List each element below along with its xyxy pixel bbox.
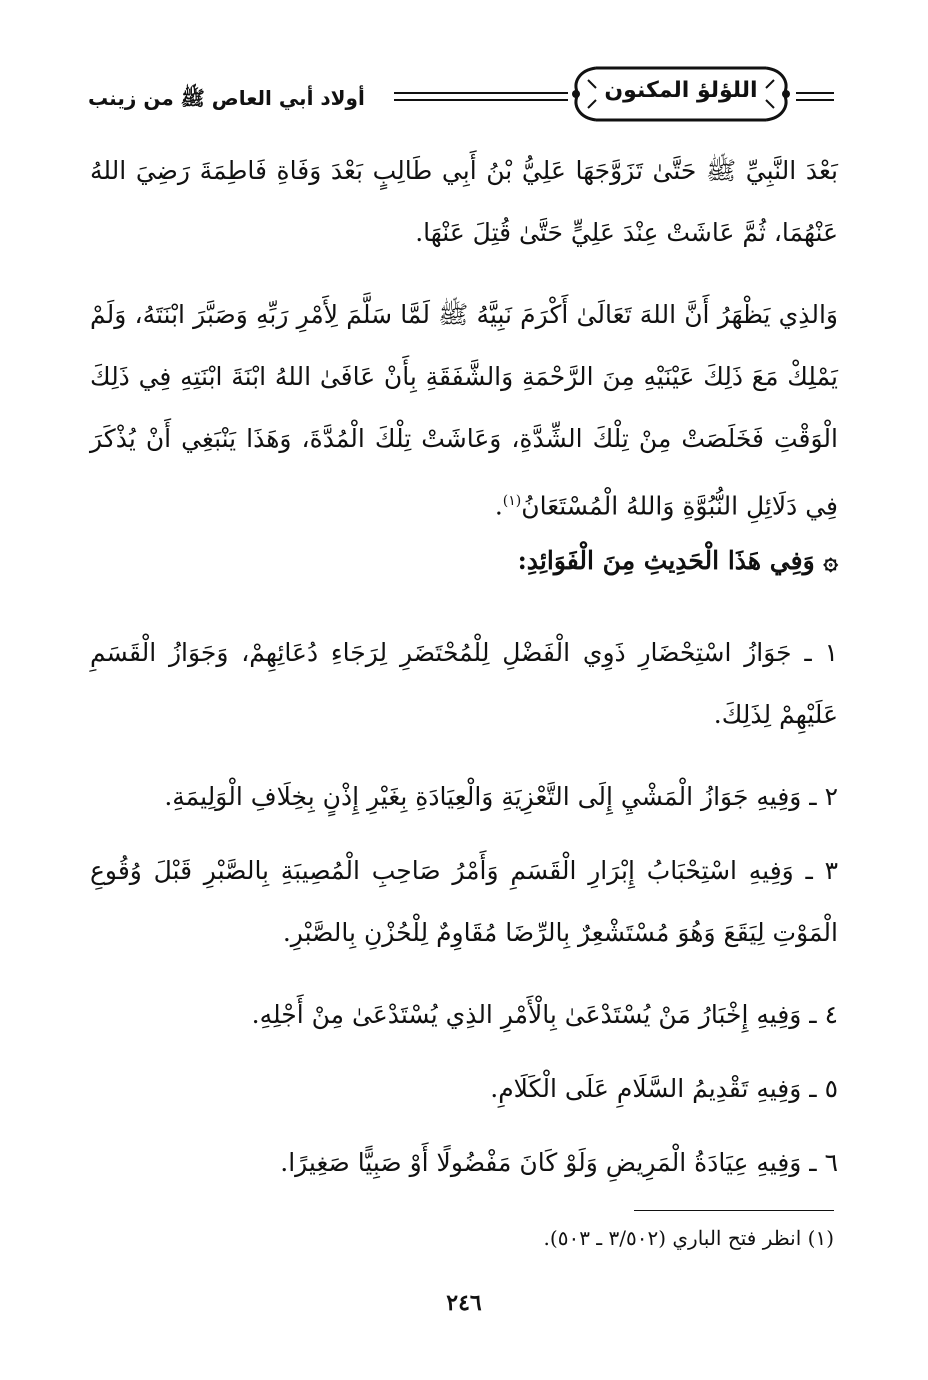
list-item-2: ٢ ـ وَفِيهِ جَوَازُ الْمَشْيِ إِلَى التَّعْزِيَةِ وَالْعِيَادَةِ بِغَيْرِ إِذْنٍ بِخِلَافِ الْوَلِيمَةِ.	[164, 782, 838, 811]
benefits-heading: ۞ وَفِي هَذَا الْحَدِيثِ مِنَ الْفَوَائِدِ:	[517, 546, 838, 575]
paragraph-2	[90, 284, 838, 537]
paragraph-2-text: وَالذِي يَظْهَرُ أَنَّ اللهَ تَعَالَىٰ أَكْرَمَ نَبِيَّهُ ﷺ لَمَّا سَلَّمَ لِأَمْرِ رَبِّهِ وَصَبَّرَ ابْنَتَهُ، وَلَمْ يَمْلِكْ مَعَ ذَلِكَ عَيْنَيْهِ مِنَ الرَّحْمَةِ وَالشَّفَقَةِ بِأَنْ عَافَىٰ اللهُ ابْنَةَ ابْنَتِهِ فِي ذَلِكَ الْوَقْتِ فَخَلَصَتْ مِنْ تِلْكَ الشِّدَّةِ، وَعَاشَتْ تِلْكَ الْمُدَّةَ، وَهَذَا يَنْبَغِي أَنْ يُذْكَرَ فِي دَلَائِلِ النُّبُوَّةِ وَاللهُ الْمُسْتَعَانُ	[90, 300, 838, 521]
list-item-6: ٦ ـ وَفِيهِ عِيَادَةُ الْمَرِيضِ وَلَوْ كَانَ مَفْضُولًا أَوْ صَبِيًّا صَغِيرًا.	[280, 1148, 838, 1177]
list-item-4: ٤ ـ وَفِيهِ إِخْبَارُ مَنْ يُسْتَدْعَىٰ بِالْأَمْرِ الذِي يُسْتَدْعَىٰ مِنْ أَجْلِهِ.	[251, 1000, 838, 1029]
page-number: ٢٤٦	[446, 1290, 482, 1316]
running-title: أولاد أبي العاص ﷺ من زينب	[88, 86, 365, 110]
footnote-divider	[634, 1210, 834, 1211]
footnote: (١) انظر فتح الباري (٣/٥٠٢ ـ ٥٠٣).	[543, 1226, 834, 1250]
paragraph-2-end: .	[494, 491, 503, 521]
paragraph-1: بَعْدَ النَّبِيِّ ﷺ حَتَّىٰ تَزَوَّجَهَا عَلِيُّ بْنُ أَبِي طَالِبٍ بَعْدَ وَفَاةِ فَاطِمَةَ رَضِيَ اللهُ عَنْهُمَا، ثُمَّ عَاشَتْ عِنْدَ عَلِيٍّ حَتَّىٰ قُتِلَ عَنْهَا.	[90, 156, 838, 247]
page-header	[88, 62, 834, 130]
footnote-ref: (١)	[502, 493, 522, 509]
list-item-1: ١ ـ جَوَازُ اسْتِحْضَارِ ذَوِي الْفَضْلِ لِلْمُحْتَضَرِ لِرَجَاءِ دُعَائِهِمْ، وَجَوَازُ الْقَسَمِ عَلَيْهِمْ لِذَلِكَ.	[90, 638, 838, 729]
book-title: اللؤلؤ المكنون	[604, 78, 758, 103]
header-rule-right	[796, 92, 834, 101]
list-item-3: ٣ ـ وَفِيهِ اسْتِحْبَابُ إِبْرَارِ الْقَسَمِ وَأَمْرُ صَاحِبِ الْمُصِيبَةِ بِالصَّبْرِ قَبْلَ وُقُوعِ الْمَوْتِ لِيَقَعَ وَهُوَ مُسْتَشْعِرٌ بِالرِّضَا مُقَاوِمٌ لِلْحُزْنِ بِالصَّبْرِ.	[90, 856, 839, 947]
header-rule-left	[394, 92, 568, 101]
list-item-5: ٥ ـ وَفِيهِ تَقْدِيمُ السَّلَامِ عَلَى الْكَلَامِ.	[490, 1074, 838, 1103]
book-title-cartouche	[566, 62, 796, 126]
